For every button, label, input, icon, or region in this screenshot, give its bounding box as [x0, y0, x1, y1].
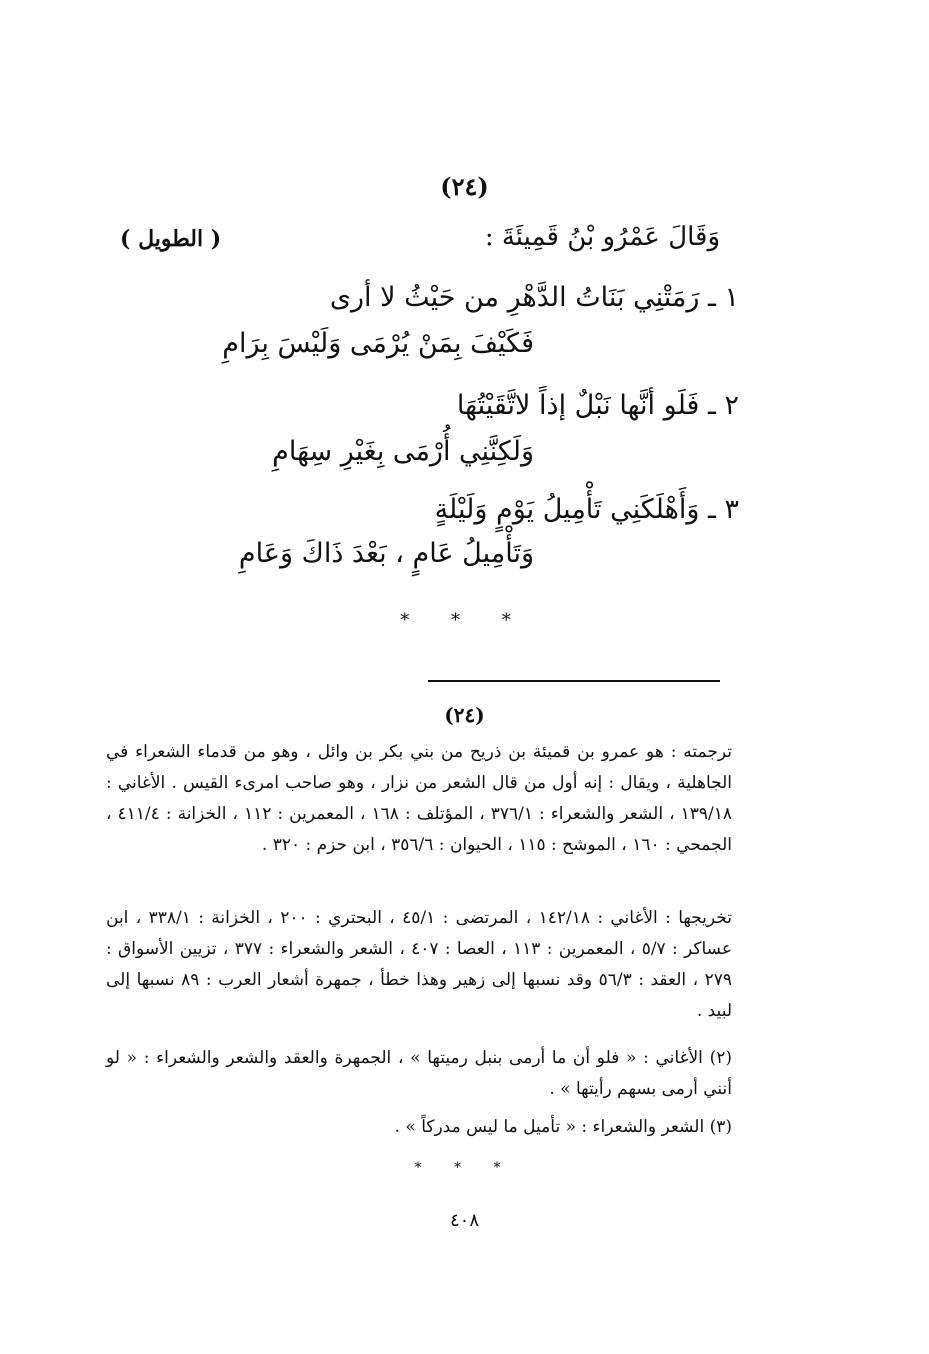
footnote-variant-3: (٣) الشعر والشعراء : « تأميل ما ليس مدركاً » . [394, 1117, 732, 1137]
footnote-divider [428, 680, 720, 682]
footnote-number: (٢٤) [444, 703, 485, 727]
separator-stars: * * * [400, 610, 529, 631]
verse-3-second-hemistich: وَتَأْمِيلُ عَامٍ ، بَعْدَ ذَاكَ وَعَامِ [238, 538, 534, 569]
poem-number: (٢٤) [440, 172, 489, 201]
footnote-variant-2: (٢) الأغاني : « فلو أن ما أرمى بنبل رميتها » ، الجمهرة والعقد والشعر والشعراء : « لو أنني أرمى بسهم رأيتها » . [106, 1048, 732, 1099]
poem-meter: ( الطويل ) [120, 226, 222, 252]
poem-intro: وَقَالَ عَمْرُو بْنُ قَمِيئَةَ : [484, 222, 720, 252]
verse-3-first-hemistich: ٣ ـ وَأَهْلَكَنِي تَأْمِيلُ يَوْمٍ وَلَيْلَةٍ [434, 494, 739, 525]
page-number: ٤٠٨ [449, 1210, 479, 1231]
footer-stars: * * * [414, 1160, 515, 1176]
verse-2-first-hemistich: ٢ ـ فَلَو أنَّها نَبْلٌ إذاً لاتَّقَيْتُهَا [456, 390, 739, 421]
verse-1-first-hemistich: ١ ـ رَمَتْنِي بَنَاتُ الدَّهْرِ من حَيْثُ لا أرى [329, 282, 739, 313]
verse-2-second-hemistich: وَلَكِنَّنِي أُرْمَى بِغَيْرِ سِهَامِ [272, 436, 534, 467]
verse-1-second-hemistich: فَكَيْفَ بِمَنْ يُرْمَى وَلَيْسَ بِرَامِ [222, 328, 534, 359]
footnote-sources: تخريجها : الأغاني : ١٤٢/١٨ ، المرتضى : ٤٥/١ ، البحتري : ٢٠٠ ، الخزانة : ٣٣٨/١ ، ابن عساكر : ٥/٧ ، المعمرين : ١١٣ ، العصا : ٤٠٧ ، الشعر والشعراء : ٣٧٧ ، تزيين الأسواق : ٢٧٩ ، العقد : ٥٦/٣ وقد نسبها إلى زهير وهذا خطأ ، جمهرة أشعار العرب : ٨٩ نسبها إلى لبيد . [106, 908, 732, 1021]
footnote-biography: ترجمته : هو عمرو بن قميئة بن ذريح من بني بكر بن وائل ، وهو من قدماء الشعراء في الجاهلية ، ويقال : إنه أول من قال الشعر من نزار ، وهو صاحب امرىء القيس . الأغاني : ١٣٩/١٨ ، الشعر والشعراء : ٣٧٦/١ ، المؤتلف : ١٦٨ ، المعمرين : ١١٢ ، الخزانة : ٤١١/٤ ، الجمحي : ١٦٠ ، الموشح : ١١٥ ، الحيوان : ٣٥٦/٦ ، ابن حزم : ٣٢٠ . [106, 742, 732, 855]
